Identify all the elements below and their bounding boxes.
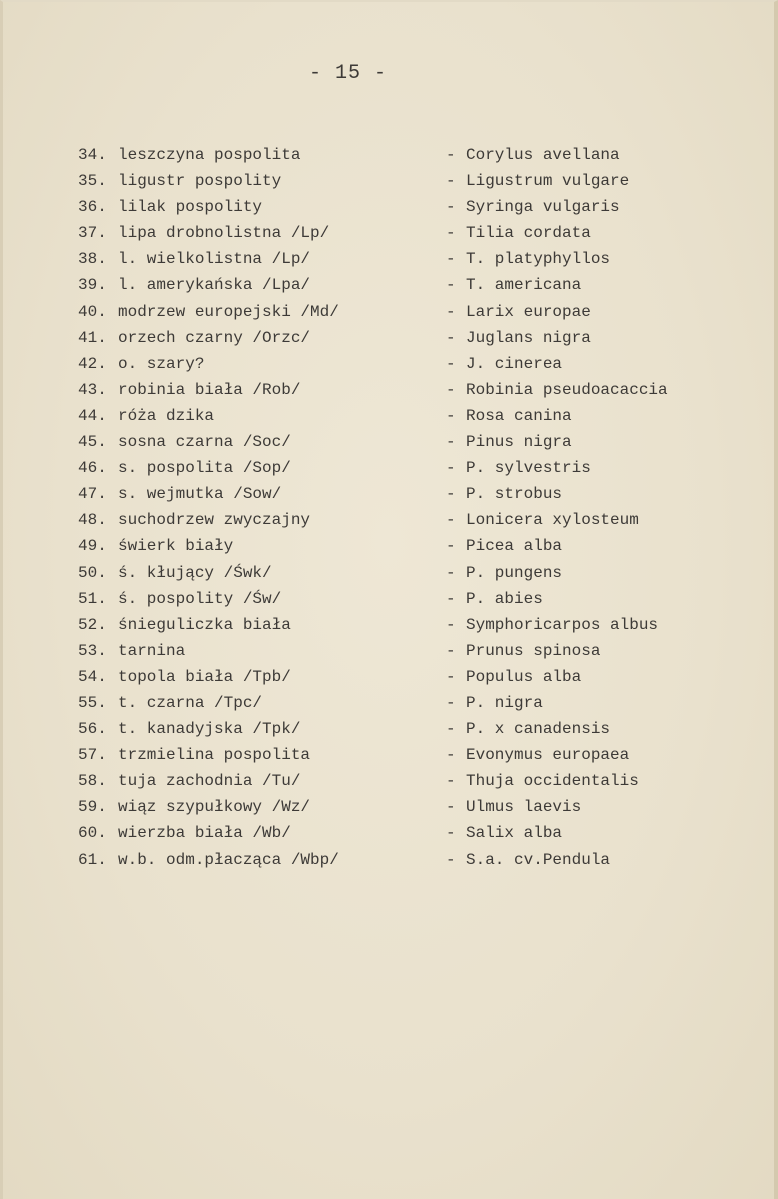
- separator-dash: -: [446, 589, 456, 608]
- list-item: [78, 455, 718, 481]
- list-item: [78, 377, 718, 403]
- separator-dash: -: [446, 459, 456, 478]
- list-item: [78, 638, 718, 664]
- separator-dash: -: [446, 224, 456, 243]
- list-item: [78, 220, 718, 246]
- separator-dash: -: [446, 485, 456, 504]
- polish-name: trzmielina pospolita: [118, 746, 311, 765]
- latin-name: Rosa canina: [466, 406, 572, 425]
- entry-number: 61.: [78, 850, 107, 869]
- separator-dash: -: [446, 537, 456, 556]
- list-item: [78, 507, 718, 533]
- entry-number: 41.: [78, 328, 107, 347]
- list-item: [78, 742, 718, 768]
- list-item: [78, 299, 718, 325]
- entry-number: 42.: [78, 354, 107, 373]
- list-item: [78, 246, 718, 272]
- polish-name: lipa drobnolistna /Lp/: [118, 224, 330, 243]
- polish-name: l. amerykańska /Lpa/: [118, 276, 311, 295]
- list-item: [78, 533, 718, 559]
- entry-number: 46.: [78, 459, 107, 478]
- entry-number: 35.: [78, 172, 107, 191]
- latin-name: P. pungens: [466, 563, 563, 582]
- polish-name: sosna czarna /Soc/: [118, 433, 291, 452]
- polish-name: o. szary?: [118, 354, 205, 373]
- separator-dash: -: [446, 772, 456, 791]
- polish-name: wiąz szypułkowy /Wz/: [118, 798, 311, 817]
- polish-name: tuja zachodnia /Tu/: [118, 772, 301, 791]
- latin-name: Symphoricarpos albus: [466, 615, 659, 634]
- entry-number: 43.: [78, 380, 107, 399]
- latin-name: Prunus spinosa: [466, 641, 601, 660]
- separator-dash: -: [446, 693, 456, 712]
- separator-dash: -: [446, 250, 456, 269]
- separator-dash: -: [446, 354, 456, 373]
- list-item: [78, 716, 718, 742]
- latin-name: Picea alba: [466, 537, 563, 556]
- separator-dash: -: [446, 146, 456, 164]
- list-item: [78, 664, 718, 690]
- polish-name: s. pospolita /Sop/: [118, 459, 291, 478]
- list-item: [78, 429, 718, 455]
- separator-dash: -: [446, 746, 456, 765]
- separator-dash: -: [446, 302, 456, 321]
- latin-name: Robinia pseudoacaccia: [466, 380, 668, 399]
- polish-name: świerk biały: [118, 537, 234, 556]
- list-item: [78, 847, 718, 873]
- separator-dash: -: [446, 328, 456, 347]
- separator-dash: -: [446, 406, 456, 425]
- list-item: [78, 768, 718, 794]
- separator-dash: -: [446, 615, 456, 634]
- separator-dash: -: [446, 667, 456, 686]
- polish-name: modrzew europejski /Md/: [118, 302, 339, 321]
- list-item: [78, 820, 718, 846]
- latin-name: P. x canadensis: [466, 720, 611, 739]
- latin-name: Lonicera xylosteum: [466, 511, 639, 530]
- entry-number: 37.: [78, 224, 107, 243]
- entry-number: 49.: [78, 537, 107, 556]
- entry-number: 52.: [78, 615, 107, 634]
- entry-number: 36.: [78, 198, 107, 217]
- latin-name: T. platyphyllos: [466, 250, 611, 269]
- latin-name: Corylus avellana: [466, 146, 620, 164]
- latin-name: Populus alba: [466, 667, 582, 686]
- list-item: [78, 612, 718, 638]
- polish-name: leszczyna pospolita: [118, 146, 301, 164]
- list-item: [78, 481, 718, 507]
- list-item: [78, 168, 718, 194]
- separator-dash: -: [446, 172, 456, 191]
- entry-number: 58.: [78, 772, 107, 791]
- polish-name: s. wejmutka /Sow/: [118, 485, 282, 504]
- page-number: - 15 -: [308, 62, 387, 85]
- entry-number: 40.: [78, 302, 107, 321]
- entry-number: 56.: [78, 720, 107, 739]
- entry-number: 57.: [78, 746, 107, 765]
- polish-name: orzech czarny /Orzc/: [118, 328, 311, 347]
- entry-number: 39.: [78, 276, 107, 295]
- list-item: [78, 194, 718, 220]
- entry-number: 38.: [78, 250, 107, 269]
- separator-dash: -: [446, 511, 456, 530]
- separator-dash: -: [446, 798, 456, 817]
- list-item: [78, 586, 718, 612]
- polish-name: róża dzika: [118, 406, 215, 425]
- polish-name: lilak pospolity: [118, 198, 263, 217]
- latin-name: Evonymus europaea: [466, 746, 630, 765]
- latin-name: P. abies: [466, 589, 543, 608]
- separator-dash: -: [446, 198, 456, 217]
- latin-name: Juglans nigra: [466, 328, 591, 347]
- polish-name: l. wielkolistna /Lp/: [118, 250, 311, 269]
- latin-name: P. sylvestris: [466, 459, 591, 478]
- list-item: [78, 351, 718, 377]
- entry-number: 44.: [78, 406, 107, 425]
- entry-number: 47.: [78, 485, 107, 504]
- latin-name: Thuja occidentalis: [466, 772, 639, 791]
- entry-number: 59.: [78, 798, 107, 817]
- list-item: [78, 560, 718, 586]
- entry-number: 51.: [78, 589, 107, 608]
- entry-number: 54.: [78, 667, 107, 686]
- latin-name: Pinus nigra: [466, 433, 572, 452]
- entry-number: 50.: [78, 563, 107, 582]
- separator-dash: -: [446, 641, 456, 660]
- latin-name: Tilia cordata: [466, 224, 591, 243]
- latin-name: P. strobus: [466, 485, 563, 504]
- polish-name: t. kanadyjska /Tpk/: [118, 720, 301, 739]
- polish-name: wierzba biała /Wb/: [118, 824, 291, 843]
- polish-name: ligustr pospolity: [118, 172, 282, 191]
- separator-dash: -: [446, 380, 456, 399]
- polish-name: ś. pospolity /Św/: [118, 589, 282, 608]
- polish-name: suchodrzew zwyczajny: [118, 511, 311, 530]
- latin-name: Syringa vulgaris: [466, 198, 620, 217]
- latin-name: P. nigra: [466, 693, 543, 712]
- entry-number: 55.: [78, 693, 107, 712]
- polish-name: t. czarna /Tpc/: [118, 693, 263, 712]
- latin-name: Ligustrum vulgare: [466, 172, 630, 191]
- list-item: [78, 142, 718, 168]
- latin-name: J. cinerea: [466, 354, 563, 373]
- entry-number: 53.: [78, 641, 107, 660]
- separator-dash: -: [446, 850, 456, 869]
- list-item: [78, 794, 718, 820]
- polish-name: tarnina: [118, 641, 186, 660]
- polish-name: w.b. odm.płacząca /Wbp/: [118, 850, 339, 869]
- list-item: [78, 690, 718, 716]
- latin-name: T. americana: [466, 276, 582, 295]
- entry-number: 45.: [78, 433, 107, 452]
- polish-name: ś. kłujący /Śwk/: [118, 563, 272, 582]
- entry-number: 48.: [78, 511, 107, 530]
- separator-dash: -: [446, 563, 456, 582]
- latin-name: Larix europae: [466, 302, 591, 321]
- list-item: [78, 325, 718, 351]
- latin-name: Ulmus laevis: [466, 798, 582, 817]
- entry-number: 60.: [78, 824, 107, 843]
- list-item: [78, 272, 718, 298]
- species-list: [78, 142, 718, 873]
- polish-name: topola biała /Tpb/: [118, 667, 291, 686]
- separator-dash: -: [446, 720, 456, 739]
- latin-name: Salix alba: [466, 824, 563, 843]
- polish-name: robinia biała /Rob/: [118, 380, 301, 399]
- separator-dash: -: [446, 824, 456, 843]
- separator-dash: -: [446, 433, 456, 452]
- latin-name: S.a. cv.Pendula: [466, 850, 611, 869]
- separator-dash: -: [446, 276, 456, 295]
- entry-number: 34.: [78, 146, 107, 164]
- polish-name: śnieguliczka biała: [118, 615, 291, 634]
- list-item: [78, 403, 718, 429]
